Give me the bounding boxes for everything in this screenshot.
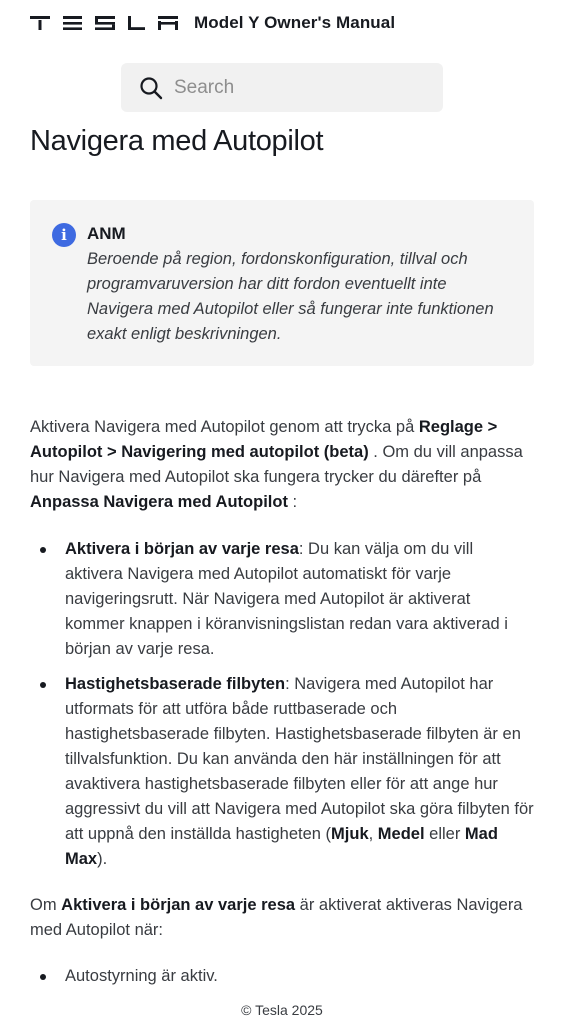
list-item: [30, 672, 534, 872]
intro-text-3: :: [287, 493, 298, 511]
manual-title[interactable]: Model Y Owner's Manual: [194, 13, 396, 32]
note-box: [30, 200, 534, 366]
setting-title: Aktivera i början av varje resa: [65, 540, 299, 558]
condition-paragraph: [30, 893, 534, 943]
separator: eller: [424, 825, 465, 843]
tesla-wordmark-icon: [30, 14, 180, 32]
setting-text: : Du kan välja om du vill aktivera Navigera med Autopilot automatiskt för varje navigeringsrutt. När Navigera med Autopilot är aktiverat kommer knappen i köranvisningslistan redan vara aktiverad i början av varje resa.: [65, 540, 508, 658]
tesla-logo[interactable]: [30, 14, 180, 32]
article-content: [30, 415, 534, 1021]
setting-text: : Navigera med Autopilot har utformats för att utföra både ruttbaserade och hastighetsbaserade filbyten. Hastighetsbaserade filbyten är en tillvalsfunktion. Du kan använda den här inställningen för att avaktivera hastighetsbaserade filbyten eller för att ange hur aggressivt du vill att Navigera med Autopilot ska göra filbyten för att uppnå den inställda hastigheten (: [65, 675, 534, 843]
intro-text-2: . Om du vill anpassa hur Navigera med Autopilot ska fungera trycker du därefter på: [30, 443, 523, 486]
setting-text-end: ).: [97, 850, 108, 868]
condition-setting-name: Aktivera i början av varje resa: [61, 896, 296, 914]
info-icon: i: [52, 223, 76, 247]
search-box[interactable]: [121, 63, 443, 112]
note-label: ANM: [87, 224, 126, 243]
list-item: [30, 537, 534, 662]
menu-path: Reglage > Autopilot > Navigering med autopilot (beta): [30, 418, 498, 461]
search-icon: [139, 76, 163, 100]
customize-setting-name: Anpassa Navigera med Autopilot: [30, 493, 288, 511]
setting-title: Hastighetsbaserade filbyten: [65, 675, 286, 693]
intro-text-1: Aktivera Navigera med Autopilot genom att trycka på: [30, 418, 419, 436]
condition-text-2: är aktiverat aktiveras Navigera med Autopilot när:: [30, 896, 523, 939]
option-mjuk: Mjuk: [331, 825, 369, 843]
condition-text-1: Om: [30, 896, 62, 914]
footer-copyright: © Tesla 2025: [241, 1002, 323, 1018]
header: [30, 10, 395, 36]
search-input[interactable]: [172, 76, 416, 100]
option-mad-max: Mad Max: [65, 825, 498, 868]
separator: ,: [368, 825, 378, 843]
intro-paragraph: [30, 415, 534, 515]
note-text: Beroende på region, fordonskonfiguration, tillval och programvaruversion har ditt fordon eventuellt inte Navigera med Autopilot eller så fungerar inte funktionen exakt enligt beskrivningen.: [87, 250, 494, 343]
list-item: Autostyrning är aktiv.: [30, 964, 534, 989]
option-medel: Medel: [377, 825, 425, 843]
page-title: Navigera med Autopilot: [30, 125, 324, 157]
settings-list: [30, 537, 534, 872]
